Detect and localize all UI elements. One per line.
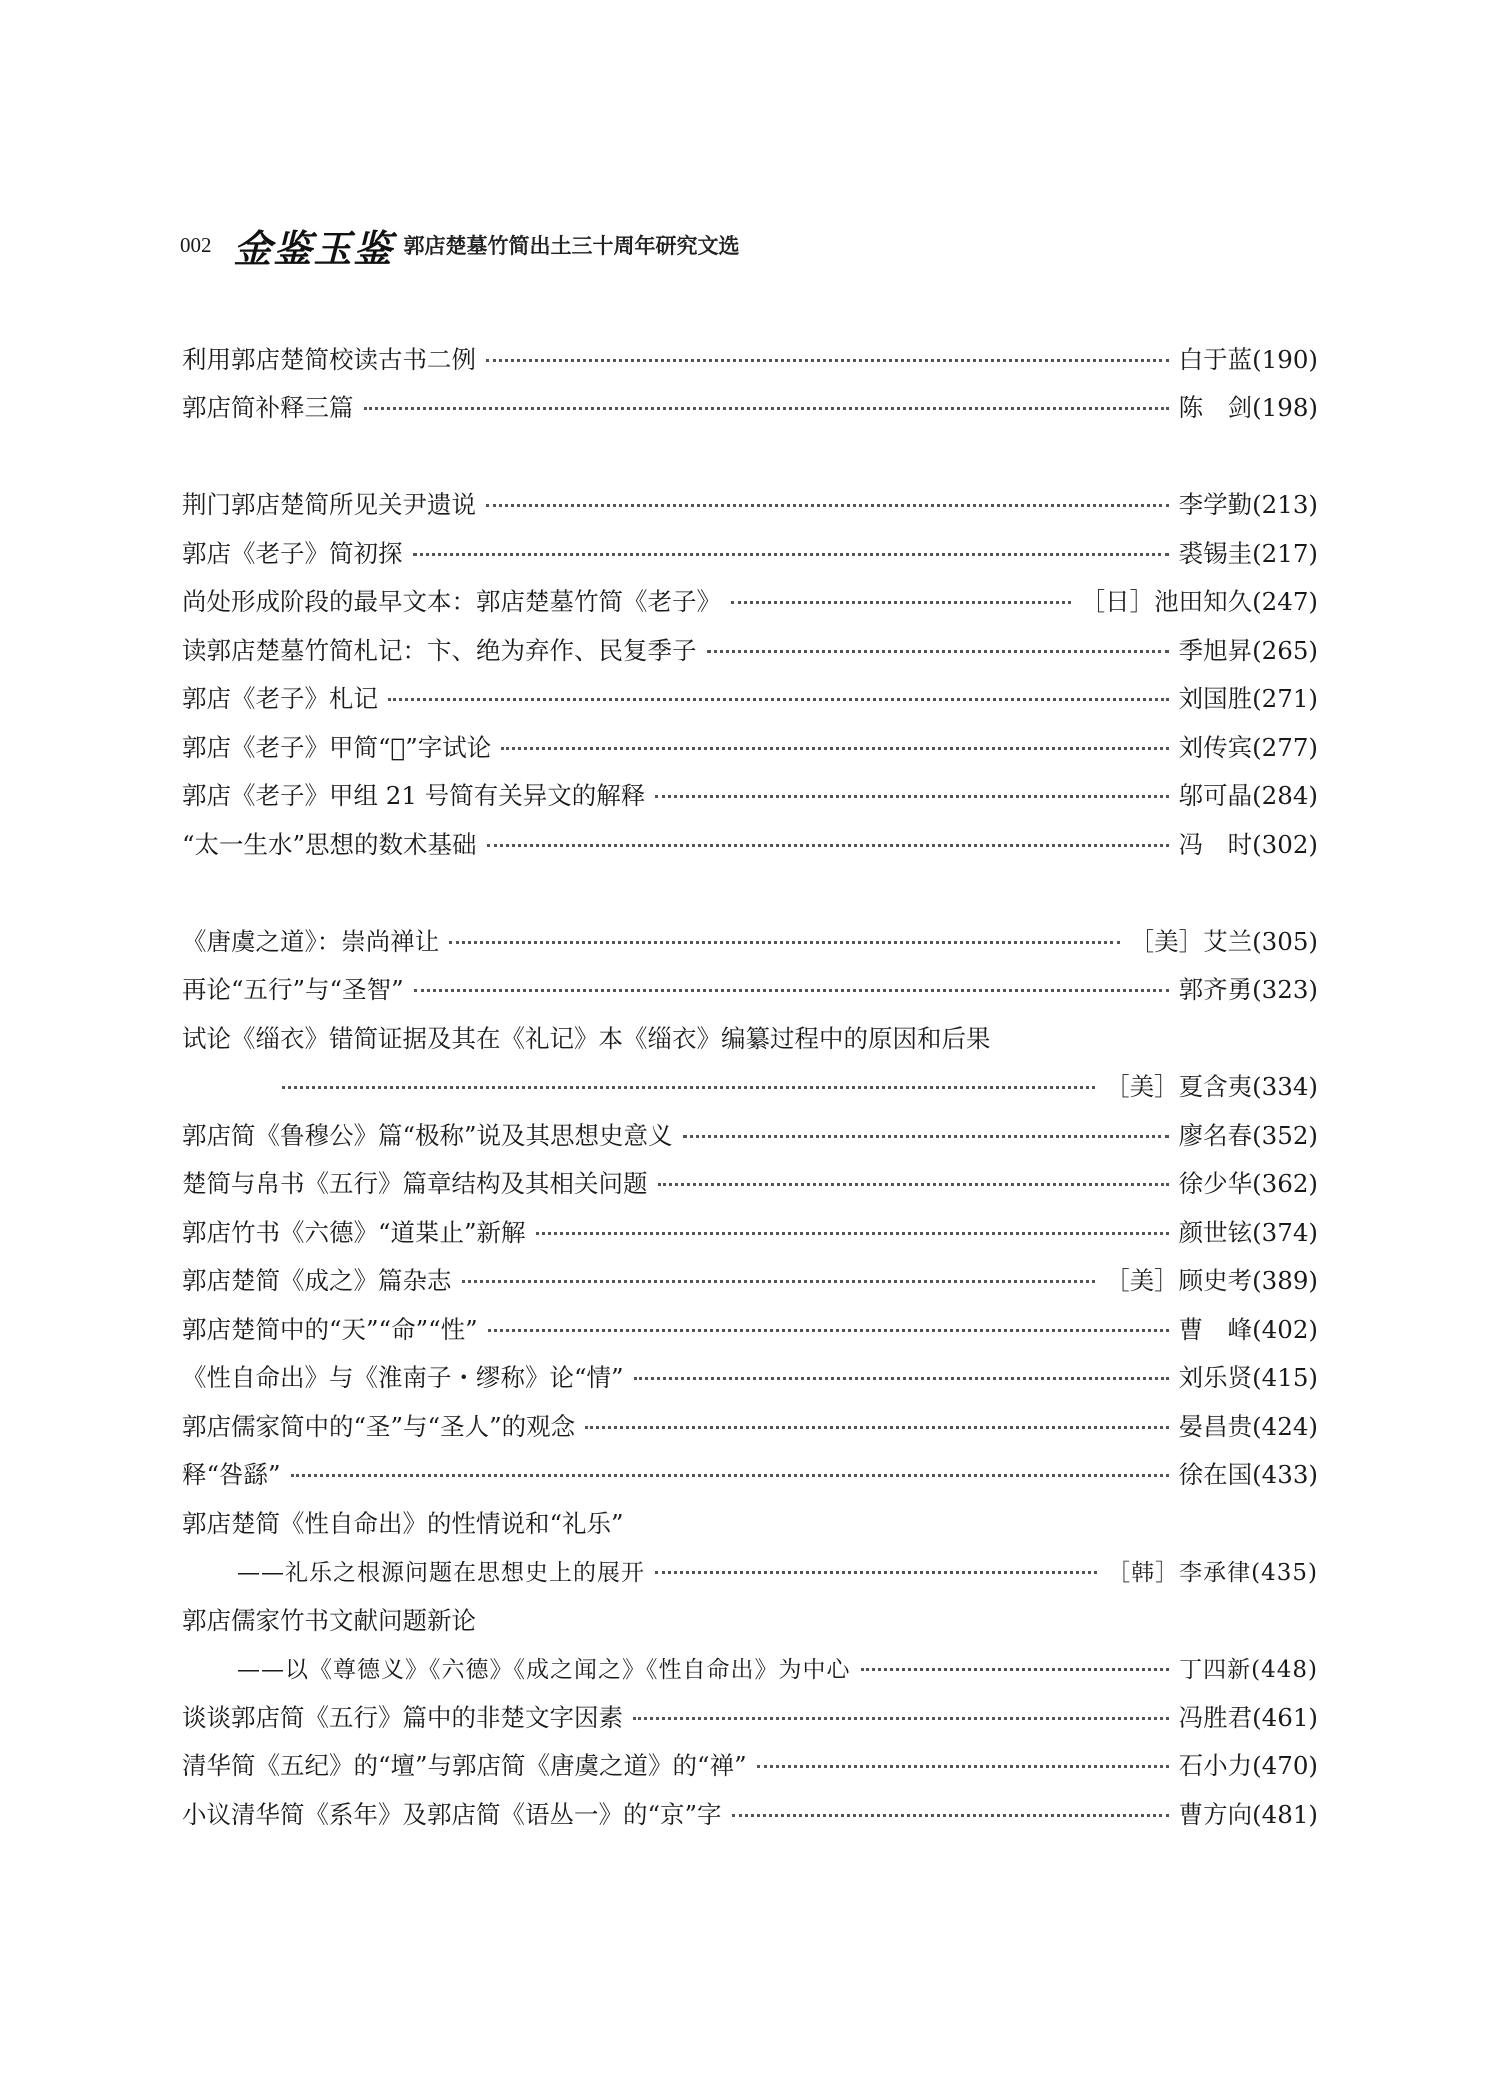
dot-leader: [462, 1280, 1096, 1283]
toc-title: 尚处形成阶段的最早文本：郭店楚墓竹简《老子》: [182, 587, 721, 617]
toc-entry[interactable]: [182, 383, 1318, 432]
toc-title: 再论“五行”与“圣智”: [182, 975, 404, 1005]
toc-title: 郭店《老子》简初探: [182, 538, 403, 568]
dot-leader: [655, 795, 1168, 798]
toc-entry-continuation[interactable]: [182, 1062, 1318, 1111]
toc-author-page: 徐少华(362): [1178, 1169, 1318, 1199]
toc-entry[interactable]: [182, 819, 1318, 868]
toc-author-page: 李学勤(213): [1178, 490, 1318, 520]
toc-entry[interactable]: [182, 577, 1318, 626]
toc-entry[interactable]: [182, 1450, 1318, 1499]
running-header: [180, 215, 740, 275]
dot-leader: [486, 359, 1169, 362]
toc-title: 读郭店楚墓竹简札记：卞、绝为弃作、民复季子: [182, 635, 697, 665]
toc-entry-title[interactable]: [182, 1498, 1318, 1547]
toc-author-page: 冯 时(302): [1178, 829, 1318, 859]
dot-leader: [486, 504, 1169, 507]
toc-title: 郭店简《鲁穆公》篇“极称”说及其思想史意义: [182, 1120, 673, 1150]
toc-title: 楚简与帛书《五行》篇章结构及其相关问题: [182, 1169, 648, 1199]
toc-author-page: 徐在国(433): [1178, 1460, 1318, 1490]
toc-entry-subtitle[interactable]: [182, 1547, 1318, 1596]
toc-subtitle: ——礼乐之根源问题在思想史上的展开: [237, 1560, 645, 1587]
dot-leader: [488, 1329, 1169, 1332]
dot-leader: [501, 747, 1168, 750]
toc-entry[interactable]: [182, 771, 1318, 820]
dot-leader: [655, 1571, 1097, 1574]
toc-title: 郭店竹书《六德》“道枼止”新解: [182, 1217, 526, 1247]
toc-group-3: [182, 916, 1318, 1838]
page-number: 002: [180, 232, 212, 257]
toc-entry[interactable]: [182, 1207, 1318, 1256]
toc-title: “太一生水”思想的数术基础: [182, 829, 477, 859]
toc-subtitle: ——以《尊德义》《六德》《成之闻之》《性自命出》为中心: [237, 1657, 851, 1684]
dot-leader: [634, 1377, 1169, 1380]
dot-leader: [291, 1474, 1169, 1477]
table-of-contents: [182, 334, 1318, 1838]
toc-entry[interactable]: [182, 965, 1318, 1014]
dot-leader: [413, 553, 1169, 556]
toc-title: 郭店儒家竹书文献问题新论: [182, 1605, 476, 1635]
dot-leader: [388, 698, 1169, 701]
toc-author-page: 刘乐贤(415): [1178, 1363, 1318, 1393]
toc-title: 《性自命出》与《淮南子・缪称》论“情”: [182, 1363, 624, 1393]
toc-entry[interactable]: [182, 1741, 1318, 1790]
toc-author-page: 邬可晶(284): [1178, 781, 1318, 811]
toc-author-page: 冯胜君(461): [1178, 1702, 1318, 1732]
dot-leader: [731, 601, 1071, 604]
dot-leader: [732, 1814, 1169, 1817]
toc-author-page: 丁四新(448): [1179, 1657, 1318, 1684]
toc-entry[interactable]: [182, 1353, 1318, 1402]
toc-entry-subtitle[interactable]: [182, 1644, 1318, 1693]
dot-leader: [633, 1717, 1169, 1720]
toc-title: 郭店楚简中的“天”“命”“性”: [182, 1314, 478, 1344]
toc-title: 清华简《五纪》的“壇”与郭店简《唐虞之道》的“禅”: [182, 1751, 747, 1781]
toc-entry[interactable]: [182, 674, 1318, 723]
toc-entry[interactable]: [182, 1159, 1318, 1208]
toc-author-page: 季旭昇(265): [1178, 635, 1318, 665]
toc-title: 小议清华简《系年》及郭店简《语丛一》的“京”字: [182, 1799, 722, 1829]
toc-title: 《唐虞之道》：崇尚禅让: [182, 926, 440, 956]
dot-leader: [683, 1135, 1169, 1138]
dot-leader: [487, 844, 1169, 847]
toc-title: 释“咎繇”: [182, 1460, 281, 1490]
toc-group-2: [182, 480, 1318, 868]
toc-title: 郭店楚简《性自命出》的性情说和“礼乐”: [182, 1508, 624, 1538]
toc-author-page: 裘锡圭(217): [1178, 538, 1318, 568]
dot-leader: [536, 1232, 1169, 1235]
toc-entry[interactable]: [182, 625, 1318, 674]
dot-leader: [414, 989, 1169, 992]
dot-leader: [861, 1668, 1170, 1671]
dot-leader: [707, 650, 1169, 653]
toc-entry[interactable]: [182, 1692, 1318, 1741]
dot-leader: [449, 941, 1119, 944]
dot-leader: [282, 1086, 1095, 1089]
toc-title: 试论《缁衣》错简证据及其在《礼记》本《缁衣》编纂过程中的原因和后果: [182, 1023, 991, 1053]
toc-title: 郭店《老子》甲组 21 号简有关异文的解释: [182, 781, 646, 811]
toc-title: 利用郭店楚简校读古书二例: [182, 344, 476, 374]
toc-author-page: ［美］艾兰(305): [1129, 926, 1318, 956]
section-gap: [182, 431, 1318, 480]
toc-author-page: 廖名春(352): [1178, 1120, 1318, 1150]
toc-author-page: 颜世铉(374): [1178, 1217, 1318, 1247]
toc-entry[interactable]: [182, 1110, 1318, 1159]
toc-group-1: [182, 334, 1318, 431]
toc-entry-title[interactable]: [182, 1595, 1318, 1644]
toc-title: 郭店《老子》甲简“𢑎”字试论: [182, 732, 492, 762]
toc-author-page: 陈 剑(198): [1178, 393, 1318, 423]
toc-author-page: 刘传宾(277): [1178, 732, 1318, 762]
toc-entry[interactable]: [182, 334, 1318, 383]
dot-leader: [757, 1765, 1169, 1768]
toc-author-page: 白于蓝(190): [1178, 344, 1318, 374]
toc-author-page: ［美］顾史考(389): [1105, 1266, 1318, 1296]
toc-entry[interactable]: [182, 1304, 1318, 1353]
toc-author-page: 曹方向(481): [1178, 1799, 1318, 1829]
toc-author-page: 石小力(470): [1178, 1751, 1318, 1781]
toc-author-page: 刘国胜(271): [1178, 684, 1318, 714]
toc-author-page: 曹 峰(402): [1178, 1314, 1318, 1344]
toc-author-page: ［韩］李承律(435): [1107, 1560, 1318, 1587]
toc-title: 郭店楚简《成之》篇杂志: [182, 1266, 452, 1296]
toc-author-page: 郭齐勇(323): [1178, 975, 1318, 1005]
toc-entry-long-title[interactable]: [182, 1013, 1318, 1062]
toc-title: 郭店《老子》札记: [182, 684, 378, 714]
toc-entry[interactable]: [182, 722, 1318, 771]
toc-title: 郭店简补释三篇: [182, 393, 354, 423]
toc-title: 谈谈郭店简《五行》篇中的非楚文字因素: [182, 1702, 623, 1732]
brand-logo: 金鉴玉鉴: [233, 225, 394, 271]
toc-entry[interactable]: [182, 480, 1318, 529]
toc-author-page: ［日］池田知久(247): [1080, 587, 1318, 617]
section-gap: [182, 868, 1318, 917]
series-title: 郭店楚墓竹简出土三十周年研究文选: [403, 234, 740, 258]
toc-entry[interactable]: [182, 1256, 1318, 1305]
toc-author-page: 晏昌贵(424): [1178, 1411, 1318, 1441]
toc-entry[interactable]: [182, 1401, 1318, 1450]
toc-title: 荆门郭店楚简所见关尹遗说: [182, 490, 476, 520]
toc-title: 郭店儒家简中的“圣”与“圣人”的观念: [182, 1411, 576, 1441]
toc-entry[interactable]: [182, 1789, 1318, 1838]
dot-leader: [364, 407, 1169, 410]
toc-entry[interactable]: [182, 916, 1318, 965]
toc-author-page: ［美］夏含夷(334): [1105, 1072, 1318, 1102]
dot-leader: [658, 1183, 1169, 1186]
dot-leader: [585, 1426, 1169, 1429]
toc-entry[interactable]: [182, 528, 1318, 577]
